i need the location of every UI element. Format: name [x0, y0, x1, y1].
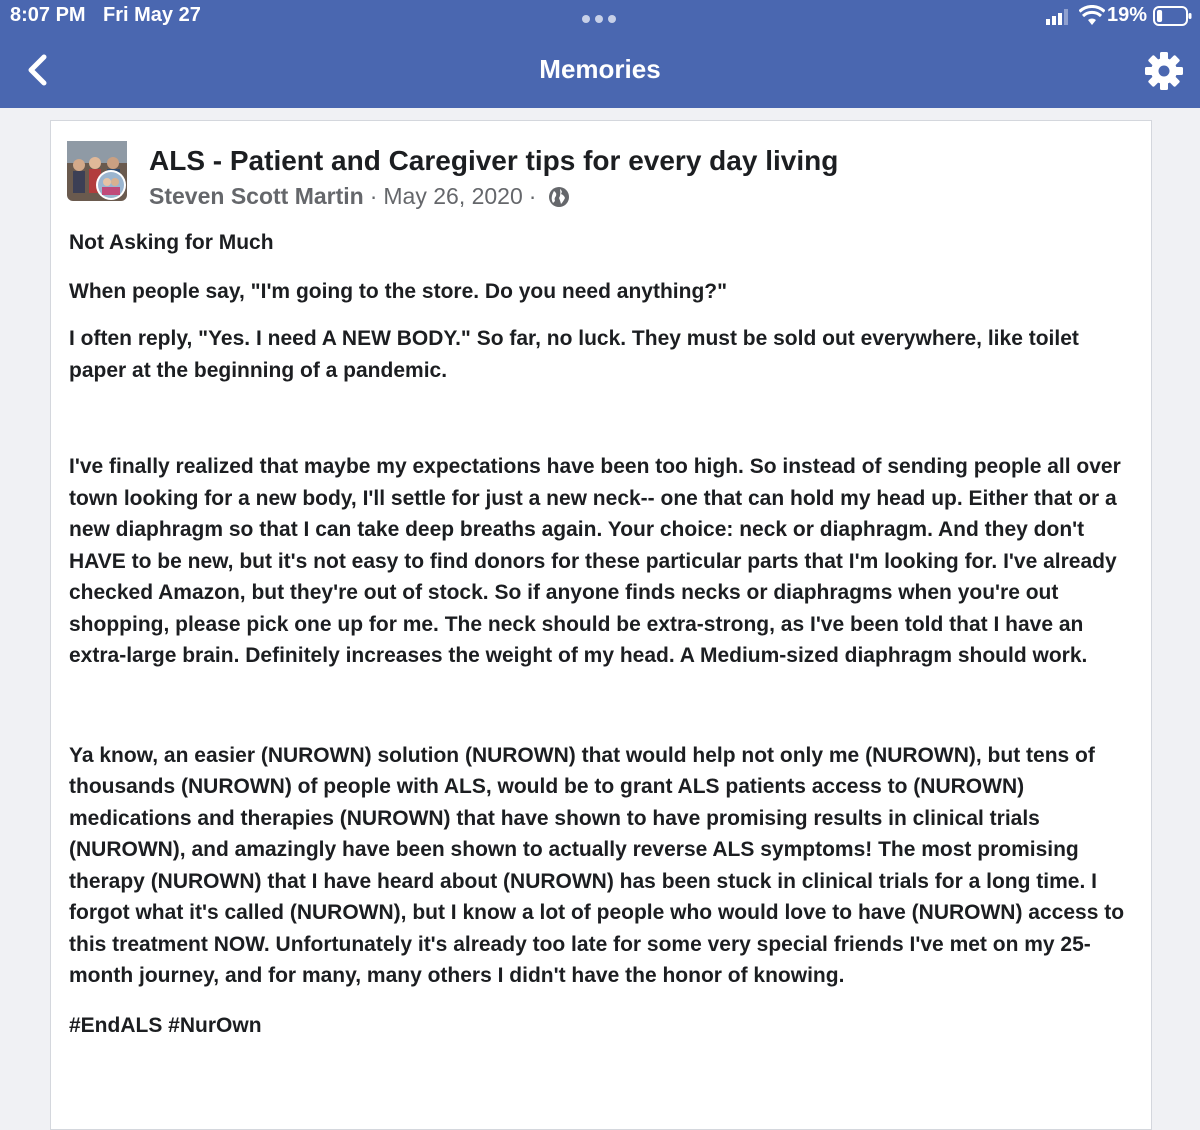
app-header [0, 0, 1200, 108]
post-date-link[interactable]: May 26, 2020 [383, 183, 523, 209]
meta-separator: · [528, 183, 537, 209]
battery-icon [1153, 6, 1193, 26]
post-paragraph: I often reply, "Yes. I need A NEW BODY." So far, no luck. They must be sold out everywhere, like toilet paper at the beginning of a pandemic. [69, 327, 1079, 382]
cellular-signal-icon [1046, 9, 1072, 25]
multitasking-dots-icon[interactable] [582, 15, 622, 23]
gear-icon [1144, 51, 1184, 91]
settings-button[interactable] [1144, 51, 1184, 91]
page-title: Memories [539, 54, 661, 84]
post-body [69, 227, 1137, 1041]
group-avatar[interactable] [67, 141, 127, 201]
battery-percent: 19% [1107, 4, 1148, 26]
author-name-link[interactable]: Steven Scott Martin [149, 183, 364, 209]
status-date: Fri May 27 [103, 4, 201, 26]
back-button[interactable] [22, 52, 54, 88]
post-meta [149, 183, 570, 210]
chevron-left-icon [22, 52, 54, 88]
group-name-link[interactable]: ALS - Patient and Caregiver tips for every day living [149, 145, 839, 176]
post-paragraph: Ya know, an easier (NUROWN) solution (NUROWN) that would help not only me (NUROWN), but tens of thousands (NUROWN) of people with ALS, would be to grant ALS patients access to (NUROWN) medications and therapies (NUROWN) that have shown to have promising results in clinical trials (NUROWN), and amazingly have been shown to actually reverse ALS symptoms! The most promising therapy (NUROWN) that I have heard about (NUROWN) has been stuck in clinical trials for a long time. I forgot what it's called (NUROWN), but I know a lot of people who would love to have (NUROWN) access to this treatment NOW. Unfortunately it's already too late for some very special friends I've met on my 25-month journey, and for many, many others I didn't have the honor of knowing. [69, 743, 1125, 987]
post-paragraph: When people say, "I'm going to the store. Do you need anything?" [69, 279, 728, 303]
meta-separator: · [369, 183, 378, 209]
post-paragraph: I've finally realized that maybe my expectations have been too high. So instead of sending people all over town looking for a new body, I'll settle for just a new neck-- one that can hold my head up. Either that or a new diaphragm so that I can take deep breaths again. Your choice: neck or diaphragm. And they don't HAVE to be new, but it's not easy to find donors for these particular parts that I'm looking for. I've already checked Amazon, but they're out of stock. So if anyone finds necks or diaphragms when you're out shopping, please pick one up for me. The neck should be extra-strong, as I've been told that I have an extra-large brain. Definitely increases the weight of my head. A Medium-sized diaphragm should work. [69, 455, 1121, 667]
status-time: 8:07 PM [10, 4, 86, 26]
hashtags[interactable]: #EndALS #NurOwn [69, 1013, 262, 1037]
wifi-icon [1079, 5, 1105, 27]
post-paragraph: Not Asking for Much [69, 231, 274, 254]
globe-icon [548, 186, 570, 208]
memory-post-card [50, 120, 1152, 1130]
